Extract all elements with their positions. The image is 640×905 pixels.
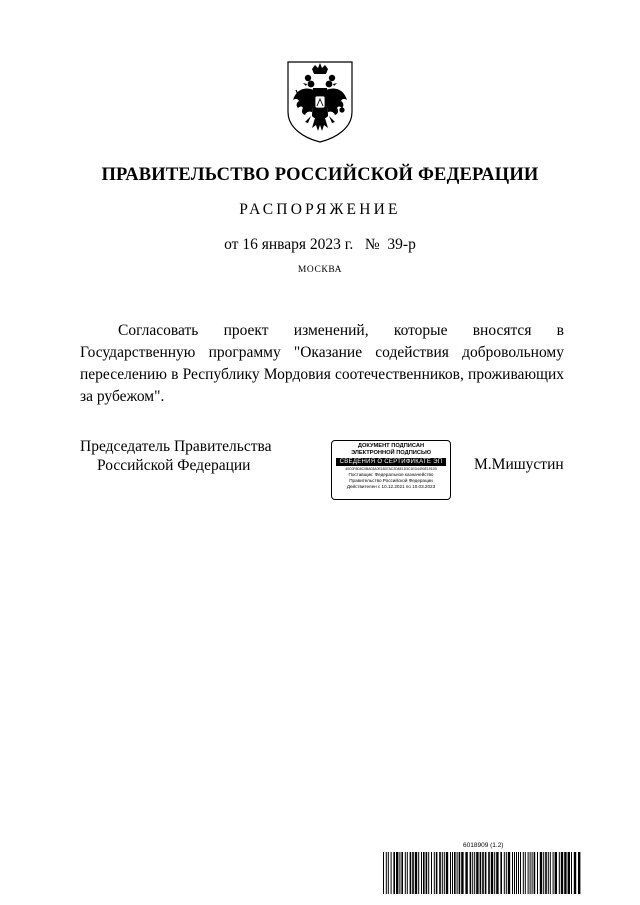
barcode-bar — [452, 852, 453, 894]
stamp-validity: Действителен с 10.12.2021 по 10.03.2023 — [346, 484, 436, 490]
signer-position-line2: Российской Федерации — [97, 457, 251, 474]
barcode-bar — [418, 852, 419, 894]
barcode-bar — [410, 852, 412, 894]
barcode-bar — [442, 852, 443, 894]
barcode-block — [383, 842, 583, 898]
stamp-issuer: Поставщик: Федеральное казначейство — [348, 472, 434, 477]
stamp-title — [332, 443, 450, 457]
barcode-bar — [548, 852, 549, 894]
barcode-bar — [534, 852, 536, 894]
barcode-bar — [476, 852, 478, 894]
barcode-bar — [512, 852, 513, 894]
barcode-bar — [383, 852, 384, 894]
barcode-bar — [537, 852, 538, 894]
barcode-bar — [457, 852, 458, 894]
barcode-bar — [450, 852, 451, 894]
document-number: 39-р — [387, 236, 416, 253]
barcode-bar — [500, 852, 502, 894]
barcode-bar — [393, 852, 395, 894]
barcode-bar — [444, 852, 445, 894]
barcode-bar — [461, 852, 463, 894]
barcode-bar — [528, 852, 529, 894]
barcode-caption: 6018909 (1.2) — [463, 842, 504, 849]
barcode-bar — [561, 852, 563, 894]
coat-of-arms-emblem — [284, 60, 356, 144]
barcode-bar — [543, 852, 544, 894]
barcode-bar — [480, 852, 482, 894]
barcode-bar — [396, 852, 398, 894]
barcode-bar — [571, 852, 572, 894]
barcode-bar — [578, 852, 580, 894]
order-body — [80, 320, 564, 408]
barcode-bar — [399, 852, 400, 894]
number-sign: № — [364, 236, 380, 253]
barcode-bar — [550, 852, 551, 894]
government-title: ПРАВИТЕЛЬСТВО РОССИЙСКОЙ ФЕДЕРАЦИИ — [101, 165, 539, 185]
barcode-bar — [494, 852, 495, 894]
barcode-bar — [525, 852, 526, 894]
barcode-bar — [412, 852, 414, 894]
barcode-bar — [514, 852, 515, 894]
barcode-bar — [491, 852, 493, 894]
barcode-bar — [545, 852, 547, 894]
barcode-bar — [470, 852, 472, 894]
barcode-bar — [574, 852, 576, 894]
barcode-bar — [555, 852, 557, 894]
barcode-bar — [568, 852, 570, 894]
stamp-title-line2: ЭЛЕКТРОННОЙ ПОДПИСЬЮ — [351, 450, 431, 456]
barcode-bar — [439, 852, 441, 894]
barcode-bar — [401, 852, 403, 894]
barcode-bar — [523, 852, 524, 894]
barcode-bar — [436, 852, 438, 894]
barcode-bar — [388, 852, 389, 894]
signer-position — [80, 437, 272, 475]
barcode-bar — [474, 852, 475, 894]
barcode-bar — [454, 852, 456, 894]
stamp-certificate-band: СВЕДЕНИЯ О СЕРТИФИКАТЕ ЭП — [336, 458, 446, 466]
barcode-bar — [532, 852, 533, 894]
barcode-bar — [407, 852, 408, 894]
date-number-line — [0, 236, 640, 254]
stamp-title-line1: ДОКУМЕНТ ПОДПИСАН — [357, 443, 425, 449]
barcode-bar — [386, 852, 387, 894]
signer-name: М.Мишустин — [474, 456, 564, 473]
barcode-bar — [530, 852, 531, 894]
city-label: МОСКВА — [297, 265, 343, 275]
barcode-image — [383, 852, 583, 894]
barcode-bar — [496, 852, 498, 894]
stamp-serial: 40C0F8D5C0BA03A0E1B07AC2D8E1D3C1ED4490E1912B — [345, 467, 437, 471]
barcode-bar — [482, 852, 484, 894]
order-paragraph — [80, 320, 564, 408]
barcode-bar — [431, 852, 432, 894]
barcode-bar — [391, 852, 392, 894]
barcode-bar — [506, 852, 507, 894]
document-date: от 16 января 2023 г. — [224, 236, 354, 253]
barcode-bar — [518, 852, 519, 894]
barcode-bar — [504, 852, 505, 894]
barcode-bar — [508, 852, 510, 894]
electronic-signature-stamp — [331, 440, 451, 500]
barcode-bar — [465, 852, 467, 894]
barcode-bar — [564, 852, 566, 894]
barcode-bar — [559, 852, 560, 894]
signer-position-line1: Председатель Правительства — [80, 438, 272, 455]
order-paragraph-text: Согласовать проект изменений, которые вносятся в Государственную программу "Оказание содействия добровольному переселению в Республику Мордовия соотечественников, проживающих за рубежом". — [80, 322, 564, 405]
barcode-bar — [426, 852, 428, 894]
stamp-owner: Правительство Российской Федерации — [349, 478, 433, 484]
barcode-bar — [428, 852, 429, 894]
barcode-bar — [421, 852, 422, 894]
barcode-bar — [446, 852, 448, 894]
barcode-bar — [516, 852, 517, 894]
barcode-bar — [488, 852, 490, 894]
barcode-bar — [472, 852, 473, 894]
document-type: РАСПОРЯЖЕНИЕ — [239, 201, 401, 218]
barcode-bar — [485, 852, 487, 894]
barcode-bar — [553, 852, 554, 894]
barcode-bar — [415, 852, 417, 894]
barcode-bar — [459, 852, 461, 894]
barcode-bar — [423, 852, 425, 894]
barcode-bar — [540, 852, 542, 894]
barcode-bar — [520, 852, 521, 894]
barcode-bar — [405, 852, 406, 894]
barcode-bar — [434, 852, 435, 894]
